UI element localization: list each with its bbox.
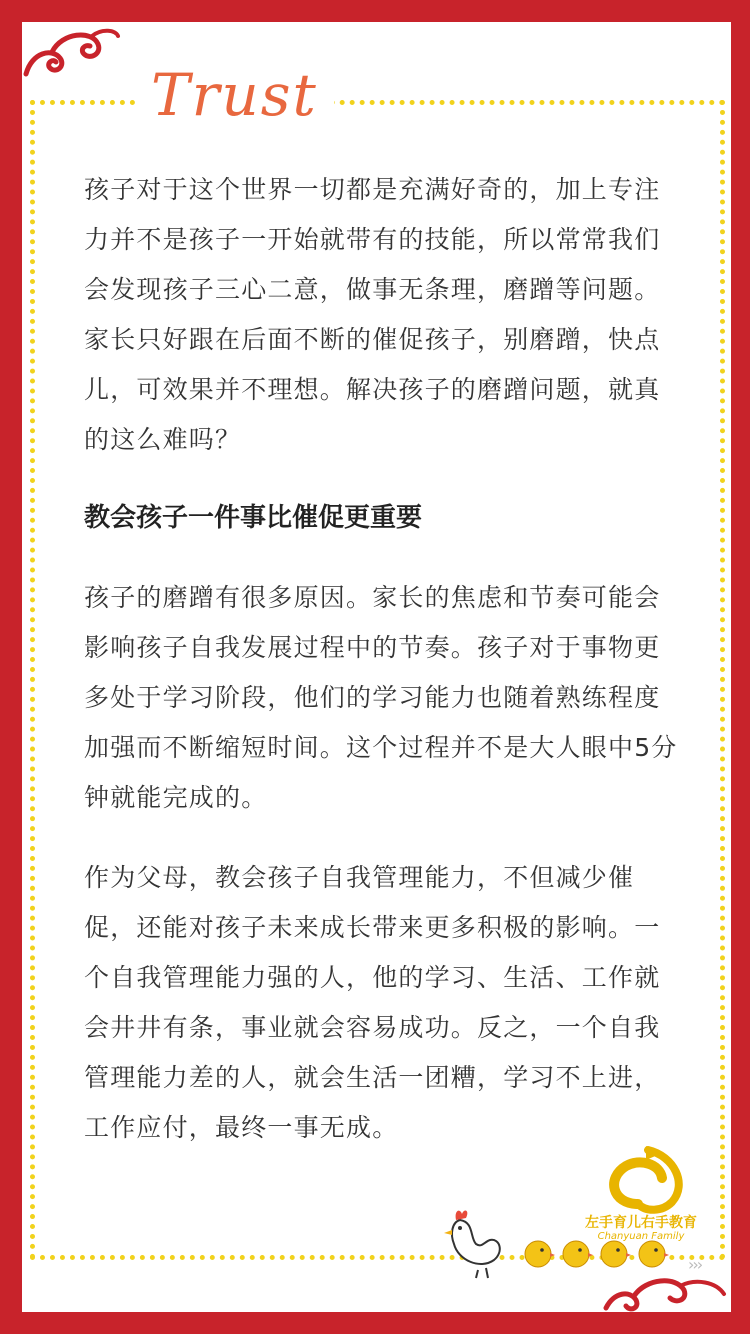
page-title: Trust — [135, 60, 334, 130]
logo-subtitle: Chanyuan Family — [597, 1231, 685, 1242]
chevron-right-icon: ››› — [688, 1255, 702, 1274]
logo-name: 左手育儿右手教育 — [585, 1215, 697, 1231]
paragraph-intro: 孩子对于这个世界一切都是充满好奇的，加上专注力并不是孩子一开始就带有的技能，所以常常我们会发现孩子三心二意，做事无条理，磨蹭等问题。家长只好跟在后面不断的催促孩子，别磨蹭，快点儿，可效果并不理想。解决孩子的磨蹭问题，就真的这么难吗？ — [84, 175, 661, 454]
article-body — [84, 165, 684, 1153]
paragraph-advice: 作为父母，教会孩子自我管理能力，不但减少催促，还能对孩子未来成长带来更多积极的影响。一个自我管理能力强的人，他的学习、生活、工作就会井井有条，事业就会容易成功。反之，一个自我管理能力差的人，就会生活一团糟，学习不上进，工作应付，最终一事无成。 — [84, 863, 661, 1142]
rooster-icon — [430, 1200, 510, 1280]
paragraph-reasons: 孩子的磨蹭有很多原因。家长的焦虑和节奏可能会影响孩子自我发展过程中的节奏。孩子对于事物更多处于学习阶段，他们的学习能力也随着熟练程度加强而不断缩短时间。这个过程并不是大人眼中5分钟就能完成的。 — [84, 583, 678, 812]
cloud-ornament-icon — [600, 1272, 728, 1312]
section-heading: 教会孩子一件事比催促更重要 — [84, 503, 423, 533]
cloud-ornament-icon — [22, 22, 122, 82]
